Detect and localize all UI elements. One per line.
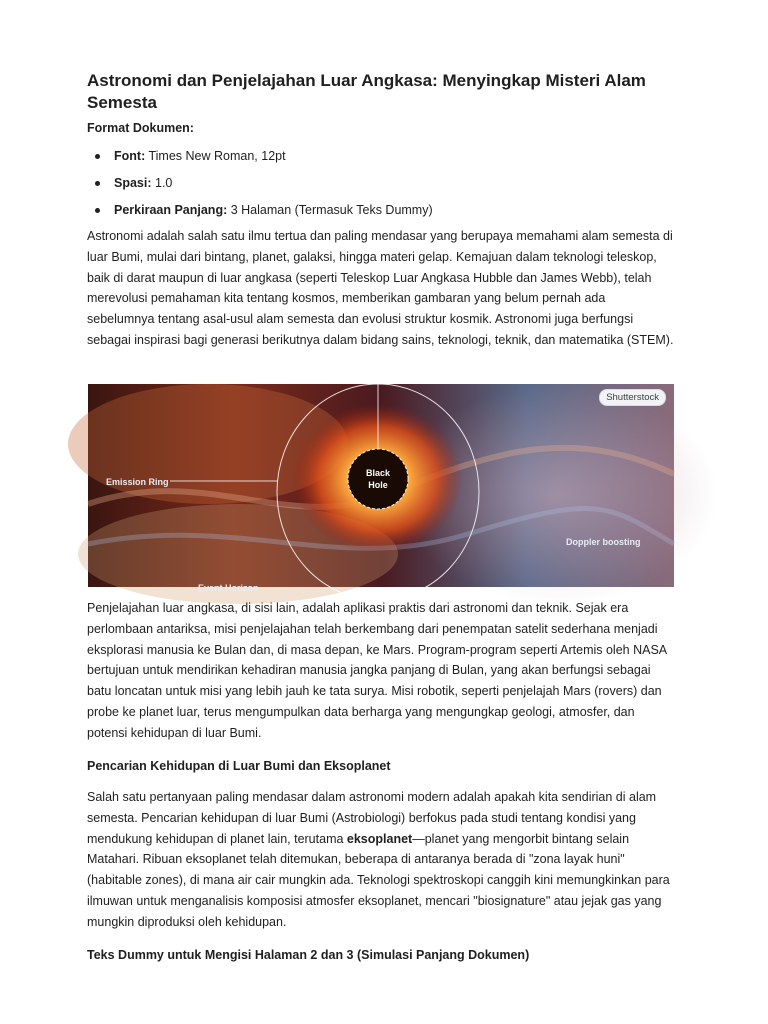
format-item-label: Font:: [114, 149, 146, 163]
black-hole-image[interactable]: [88, 384, 674, 593]
format-item-value: 1.0: [151, 176, 173, 190]
section-heading-dummy: Teks Dummy untuk Mengisi Halaman 2 dan 3 (Simulasi Panjang Dokumen): [87, 948, 530, 962]
paragraph-intro: Astronomi adalah salah satu ilmu tertua dan paling mendasar yang berupaya memahami alam semesta di luar Bumi, mulai dari bintang, planet, galaksi, hingga materi gelap. Kemajuan dalam teknologi teleskop, baik di darat maupun di luar angkasa (seperti Teleskop Luar Angkasa Hubble dan James Webb), telah merevolusi pemahaman kita tentang kosmos, memberikan gambaran yang belum pernah ada sebelumnya tentang asal-usul alam semesta dan evolusi struktur kosmik. Astronomi juga berfungsi sebagai inspirasi bagi generasi berikutnya dalam bidang sains, teknologi, teknik, dan matematika (STEM).: [87, 229, 674, 347]
paragraph-text: Salah satu pertanyaan paling mendasar dalam astronomi modern adalah apakah kita sendirian di alam semesta. Pencarian kehidupan di luar Bumi (Astrobiologi) berfokus pada studi tentang kondisi yang mendukung kehidupan di planet lain, terutama: [87, 790, 657, 846]
label-event-horizon: Event Horizon: [198, 583, 259, 593]
bullet-icon: [95, 181, 100, 186]
label-doppler-boosting: Doppler boosting: [566, 537, 641, 547]
paragraph-text: —planet yang mengorbit bintang selain Matahari. Ribuan eksoplanet telah ditemukan, beberapa di antaranya berada di "zona layak huni" (habitable zones), di mana air cair mungkin ada. Teknologi spektroskopi canggih kini memungkinkan para ilmuwan untuk menganalisis komposisi atmosfer eksoplanet, mencari "biosignature" atau jejak gas yang mungkin diproduksi oleh kehidupan.: [87, 831, 670, 929]
black-hole-illustration: [88, 384, 674, 593]
format-item-spacing: [87, 173, 677, 200]
label-emission-ring: Emission Ring: [106, 477, 169, 487]
format-heading: Format Dokumen:: [87, 121, 194, 135]
bullet-icon: [95, 154, 100, 159]
paragraph-exoplanet: [87, 787, 675, 933]
label-black-hole-line1: Black: [365, 468, 391, 478]
format-list: [87, 146, 677, 227]
format-item-label: Perkiraan Panjang:: [114, 203, 228, 217]
format-item-value: 3 Halaman (Termasuk Teks Dummy): [227, 203, 433, 217]
format-item-label: Spasi:: [114, 176, 152, 190]
section-heading-life: Pencarian Kehidupan di Luar Bumi dan Eksoplanet: [87, 759, 391, 773]
image-source-badge[interactable]: Shutterstock: [599, 389, 666, 406]
bullet-icon: [95, 208, 100, 213]
term-exoplanet: eksoplanet: [346, 831, 413, 846]
format-item-length: [87, 200, 677, 227]
format-item-font: [87, 146, 677, 173]
document-title: Astronomi dan Penjelajahan Luar Angkasa: Menyingkap Misteri Alam Semesta: [87, 71, 646, 112]
paragraph-exploration: Penjelajahan luar angkasa, di sisi lain, adalah aplikasi praktis dari astronomi dan teknik. Sejak era perlombaan antariksa, misi penjelajahan telah berkembang dari penempatan satelit sederhana menjadi eksplorasi manusia ke Bulan dan, di masa depan, ke Mars. Program-program seperti Artemis oleh NASA bertujuan untuk mendirikan kehadiran manusia jangka panjang di Bulan, yang akan berfungsi sebagai batu loncatan untuk misi yang lebih jauh ke tata surya. Misi robotik, seperti penjelajah Mars (rovers) dan probe ke planet luar, terus mengumpulkan data berharga yang mengungkap geologi, atmosfer, dan potensi kehidupan di luar Bumi.: [87, 601, 667, 740]
label-black-hole-line2: Hole: [368, 480, 388, 490]
format-item-value: Times New Roman, 12pt: [145, 149, 286, 163]
